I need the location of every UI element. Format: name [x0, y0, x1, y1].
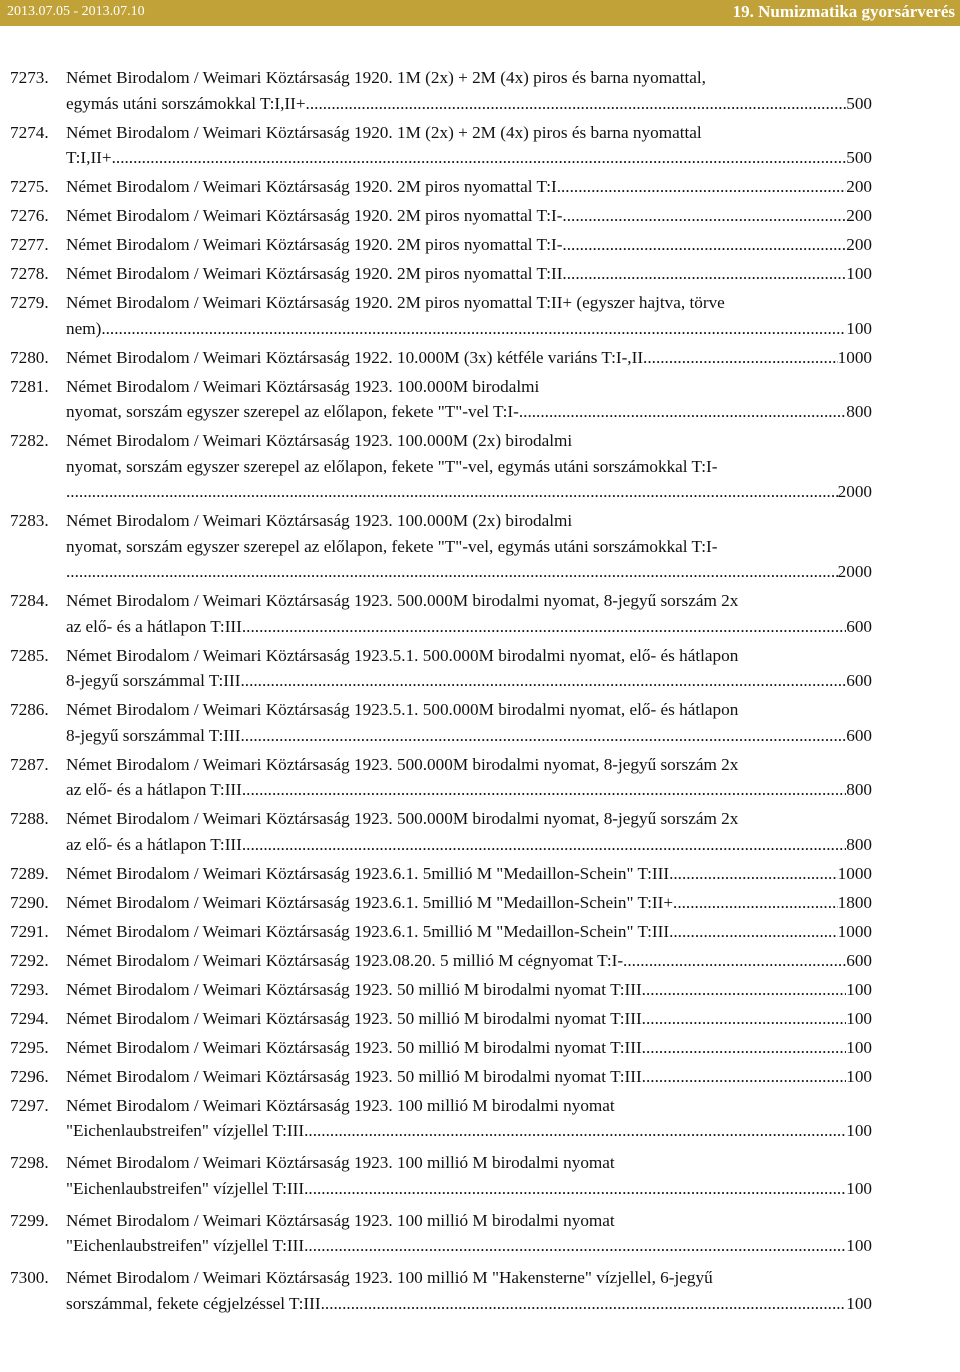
dot-leader — [673, 890, 838, 916]
lot-entry — [0, 290, 960, 341]
price-line — [66, 559, 872, 585]
price-line — [66, 1291, 872, 1317]
lot-entry — [0, 203, 960, 229]
description-line: Német Birodalom / Weimari Köztársaság 1923. 100 millió M birodalmi nyomat — [66, 1153, 615, 1172]
description-line: Német Birodalom / Weimari Köztársaság 1923. 500.000M birodalmi nyomat, 8-jegyű sorszám 2x — [66, 754, 739, 774]
description-line: Német Birodalom / Weimari Köztársaság 1923.6.1. 5millió M "Medaillon-Schein" T:III — [66, 921, 670, 941]
description-line: Német Birodalom / Weimari Köztársaság 1920. 1M (2x) + 2M (4x) piros és barna nyomattal — [66, 122, 702, 142]
dot-leader — [643, 345, 838, 371]
lot-description — [66, 261, 872, 287]
lot-description — [66, 374, 872, 425]
starting-price: 100 — [846, 1066, 872, 1086]
price-line — [66, 316, 872, 342]
price-line — [66, 345, 872, 371]
lot-entry — [0, 588, 960, 639]
description-line: sorszámmal, fekete cégjelzéssel T:III — [66, 1293, 321, 1313]
dot-leader — [562, 203, 846, 229]
description-line: Német Birodalom / Weimari Köztársaság 1923.5.1. 500.000M birodalmi nyomat, elő- és hátlapon — [66, 645, 739, 665]
dot-leader — [642, 1035, 847, 1061]
starting-price: 600 — [846, 950, 872, 970]
price-line — [66, 668, 872, 694]
lot-description — [66, 120, 872, 171]
price-line — [66, 91, 872, 117]
dot-leader — [240, 668, 846, 694]
starting-price: 100 — [846, 979, 872, 999]
dot-leader — [669, 861, 838, 887]
description-line: Német Birodalom / Weimari Köztársaság 1920. 2M piros nyomattal T:II — [66, 264, 563, 283]
description-line: egymás utáni sorszámokkal T:I,II+. — [66, 93, 310, 113]
starting-price: 2000 — [837, 482, 872, 501]
lot-entry — [0, 1208, 960, 1259]
lot-number: 7287. — [10, 754, 49, 774]
dot-leader — [66, 559, 838, 585]
description-line: Német Birodalom / Weimari Köztársaság 1923.6.1. 5millió M "Medaillon-Schein" T:III — [66, 863, 670, 883]
lot-number: 7278. — [10, 264, 49, 283]
lot-entry — [0, 374, 960, 425]
lot-description — [66, 345, 872, 371]
lot-entry — [0, 174, 960, 200]
dot-leader — [66, 479, 838, 505]
lot-number: 7277. — [10, 235, 49, 254]
starting-price: 100 — [846, 1178, 872, 1198]
price-line — [66, 1176, 872, 1202]
dot-leader — [304, 1233, 846, 1259]
lot-description — [66, 232, 872, 258]
lot-description — [66, 861, 872, 887]
dot-leader — [321, 1291, 847, 1317]
dot-leader — [669, 919, 838, 945]
lot-number: 7295. — [10, 1037, 49, 1057]
starting-price: 800 — [846, 402, 872, 421]
price-line — [66, 1118, 872, 1144]
dot-leader — [242, 832, 846, 858]
lot-description — [66, 919, 872, 945]
lot-description — [66, 174, 872, 200]
lot-entry — [0, 120, 960, 171]
description-line: Német Birodalom / Weimari Köztársaság 1923.5.1. 500.000M birodalmi nyomat, elő- és hátlapon — [66, 700, 739, 719]
auction-title: 19. Numizmatika gyorsárverés — [732, 2, 955, 21]
lot-entry — [0, 1006, 960, 1032]
starting-price: 1800 — [837, 892, 872, 912]
lot-number: 7282. — [10, 431, 49, 450]
lot-entry — [0, 261, 960, 287]
price-line — [66, 832, 872, 858]
description-line: Német Birodalom / Weimari Köztársaság 1923. 100.000M birodalmi — [66, 376, 540, 396]
description-line: Német Birodalom / Weimari Köztársaság 1923. 50 millió M birodalmi nyomat T:III — [66, 1066, 642, 1086]
dot-leader — [642, 977, 847, 1003]
description-line: nyomat, sorszám egyszer szerepel az előlapon, fekete "T"-vel, egymás utáni sorszámokkal T:I- — [66, 456, 718, 476]
lot-entry — [0, 806, 960, 857]
date-range: 2013.07.05 - 2013.07.10 — [7, 4, 145, 19]
lot-description — [66, 203, 872, 229]
description-line: az elő- és a hátlapon T:III — [66, 616, 242, 636]
starting-price: 100 — [846, 318, 872, 338]
lot-number: 7294. — [10, 1008, 49, 1028]
lot-number: 7275. — [10, 177, 49, 196]
lot-description — [66, 1064, 872, 1090]
lot-number: 7300. — [10, 1268, 49, 1287]
lot-entry — [0, 890, 960, 916]
lot-description — [66, 1006, 872, 1032]
price-line — [66, 1035, 872, 1061]
lot-number: 7296. — [10, 1066, 49, 1086]
lot-description — [66, 890, 872, 916]
description-line: T:I,II+. — [66, 148, 116, 167]
dot-leader — [116, 145, 846, 171]
lot-entry — [0, 428, 960, 505]
description-line: 8-jegyű sorszámmal T:III — [66, 725, 241, 745]
description-line: Német Birodalom / Weimari Köztársaság 1920. 2M piros nyomattal T:II+ (egyszer hajtva, törve — [66, 293, 725, 312]
starting-price: 1000 — [837, 863, 872, 883]
starting-price: 200 — [846, 177, 872, 196]
starting-price: 1000 — [837, 921, 872, 941]
lot-entry — [0, 977, 960, 1003]
dot-leader — [242, 614, 846, 640]
starting-price: 200 — [846, 235, 872, 254]
lot-description — [66, 806, 872, 857]
lot-description — [66, 1035, 872, 1061]
description-line: Német Birodalom / Weimari Köztársaság 1923. 100 millió M birodalmi nyomat — [66, 1210, 615, 1230]
description-line: Német Birodalom / Weimari Köztársaság 1923. 500.000M birodalmi nyomat, 8-jegyű sorszám 2x — [66, 591, 739, 610]
dot-leader — [304, 1118, 846, 1144]
price-line — [66, 232, 872, 258]
starting-price: 200 — [846, 206, 872, 225]
lot-description — [66, 508, 872, 585]
lot-number: 7276. — [10, 206, 49, 225]
price-line — [66, 919, 872, 945]
price-line — [66, 948, 872, 974]
starting-price: 800 — [846, 834, 872, 854]
lot-description — [66, 1150, 872, 1201]
lot-number: 7286. — [10, 700, 49, 719]
starting-price: 600 — [846, 725, 872, 745]
lot-number: 7290. — [10, 892, 49, 912]
description-line: nem) — [66, 318, 102, 338]
dot-leader — [240, 723, 846, 749]
lot-number: 7297. — [10, 1095, 49, 1115]
price-line — [66, 777, 872, 803]
lot-number: 7293. — [10, 979, 49, 999]
lot-number: 7288. — [10, 809, 49, 828]
price-line — [66, 1006, 872, 1032]
price-line — [66, 723, 872, 749]
dot-leader — [101, 316, 846, 342]
price-line — [66, 145, 872, 171]
dot-leader — [519, 399, 846, 425]
description-line: nyomat, sorszám egyszer szerepel az előlapon, fekete "T"-vel T:I- — [66, 402, 519, 421]
lot-number: 7284. — [10, 591, 49, 610]
lot-number: 7280. — [10, 347, 49, 367]
description-line: Német Birodalom / Weimari Köztársaság 1923. 50 millió M birodalmi nyomat T:III — [66, 1008, 642, 1028]
lot-description — [66, 1208, 872, 1259]
lot-number: 7289. — [10, 863, 49, 883]
description-line: Német Birodalom / Weimari Köztársaság 1922. 10.000M (3x) kétféle variáns T:I-,II — [66, 347, 644, 367]
description-line: Német Birodalom / Weimari Köztársaság 1923. 100.000M (2x) birodalmi — [66, 511, 573, 530]
lot-entry — [0, 508, 960, 585]
lot-entry — [0, 861, 960, 887]
dot-leader — [623, 948, 846, 974]
starting-price: 800 — [846, 780, 872, 799]
starting-price: 100 — [846, 1236, 872, 1255]
lot-entry — [0, 65, 960, 116]
lot-number: 7274. — [10, 122, 49, 142]
starting-price: 600 — [846, 616, 872, 636]
description-line: Német Birodalom / Weimari Köztársaság 1923. 100 millió M birodalmi nyomat — [66, 1095, 615, 1115]
lot-entry — [0, 643, 960, 694]
lot-entry — [0, 1265, 960, 1316]
price-line — [66, 174, 872, 200]
lot-number: 7281. — [10, 376, 49, 396]
dot-leader — [304, 1176, 846, 1202]
lot-number: 7291. — [10, 921, 49, 941]
dot-leader — [242, 777, 846, 803]
dot-leader — [562, 232, 846, 258]
lot-number: 7292. — [10, 950, 49, 970]
lot-entry — [0, 1093, 960, 1144]
price-line — [66, 203, 872, 229]
lot-entry — [0, 345, 960, 371]
dot-leader — [642, 1064, 847, 1090]
description-line: 8-jegyű sorszámmal T:III — [66, 671, 241, 690]
lot-description — [66, 752, 872, 803]
lot-entry — [0, 1035, 960, 1061]
description-line: Német Birodalom / Weimari Köztársaság 1923.6.1. 5millió M "Medaillon-Schein" T:II+ — [66, 892, 674, 912]
description-line: Német Birodalom / Weimari Köztársaság 1923. 100.000M (2x) birodalmi — [66, 431, 573, 450]
price-line — [66, 1064, 872, 1090]
description-line: Német Birodalom / Weimari Köztársaság 1923. 500.000M birodalmi nyomat, 8-jegyű sorszám 2x — [66, 809, 739, 828]
lot-entry — [0, 948, 960, 974]
starting-price: 100 — [846, 1037, 872, 1057]
price-line — [66, 399, 872, 425]
starting-price: 500 — [846, 93, 872, 113]
lot-description — [66, 948, 872, 974]
description-line: Német Birodalom / Weimari Köztársaság 1920. 2M piros nyomattal T:I- — [66, 235, 563, 254]
price-line — [66, 977, 872, 1003]
description-line: Német Birodalom / Weimari Köztársaság 1920. 1M (2x) + 2M (4x) piros és barna nyomattal, — [66, 68, 706, 87]
lot-description — [66, 1093, 872, 1144]
lot-number: 7299. — [10, 1210, 49, 1230]
description-line: Német Birodalom / Weimari Köztársaság 1923. 50 millió M birodalmi nyomat T:III — [66, 1037, 642, 1057]
dot-leader — [557, 174, 847, 200]
price-line — [66, 479, 872, 505]
lot-list — [0, 65, 960, 1316]
starting-price: 100 — [846, 1121, 872, 1140]
lot-description — [66, 65, 872, 116]
lot-entry — [0, 752, 960, 803]
price-line — [66, 890, 872, 916]
lot-number: 7273. — [10, 68, 49, 87]
lot-number: 7298. — [10, 1153, 49, 1172]
lot-number: 7283. — [10, 511, 49, 530]
lot-description — [66, 697, 872, 748]
lot-description — [66, 428, 872, 505]
lot-description — [66, 977, 872, 1003]
lot-number: 7285. — [10, 645, 49, 665]
lot-entry — [0, 1064, 960, 1090]
description-line: "Eichenlaubstreifen" vízjellel T:III — [66, 1236, 305, 1255]
description-line: Német Birodalom / Weimari Köztársaság 1923. 100 millió M "Hakensterne" vízjellel, 6-jegyű — [66, 1268, 713, 1287]
lot-description — [66, 290, 872, 341]
starting-price: 100 — [846, 1293, 872, 1313]
dot-leader — [310, 91, 846, 117]
starting-price: 600 — [846, 671, 872, 690]
price-line — [66, 1233, 872, 1259]
lot-entry — [0, 919, 960, 945]
lot-description — [66, 1265, 872, 1316]
description-line: nyomat, sorszám egyszer szerepel az előlapon, fekete "T"-vel, egymás utáni sorszámokkal T:I- — [66, 536, 718, 556]
starting-price: 100 — [846, 264, 872, 283]
description-line: Német Birodalom / Weimari Köztársaság 1923.08.20. 5 millió M cégnyomat T:I- — [66, 950, 624, 970]
page-header-bar — [0, 0, 960, 26]
description-line: "Eichenlaubstreifen" vízjellel T:III — [66, 1121, 305, 1140]
starting-price: 100 — [846, 1008, 872, 1028]
starting-price: 2000 — [837, 562, 872, 581]
description-line: az elő- és a hátlapon T:III — [66, 834, 242, 854]
price-line — [66, 261, 872, 287]
description-line: Német Birodalom / Weimari Köztársaság 1920. 2M piros nyomattal T:I — [66, 177, 557, 196]
description-line: Német Birodalom / Weimari Köztársaság 1923. 50 millió M birodalmi nyomat T:III — [66, 979, 642, 999]
description-line: az elő- és a hátlapon T:III — [66, 780, 242, 799]
starting-price: 500 — [846, 148, 872, 167]
lot-description — [66, 588, 872, 639]
description-line: "Eichenlaubstreifen" vízjellel T:III — [66, 1178, 305, 1198]
starting-price: 1000 — [837, 347, 872, 367]
dot-leader — [642, 1006, 847, 1032]
price-line — [66, 861, 872, 887]
dot-leader — [562, 261, 846, 287]
lot-entry — [0, 697, 960, 748]
description-line: Német Birodalom / Weimari Köztársaság 1920. 2M piros nyomattal T:I- — [66, 206, 563, 225]
price-line — [66, 614, 872, 640]
lot-number: 7279. — [10, 293, 49, 312]
lot-description — [66, 643, 872, 694]
lot-entry — [0, 232, 960, 258]
lot-entry — [0, 1150, 960, 1201]
